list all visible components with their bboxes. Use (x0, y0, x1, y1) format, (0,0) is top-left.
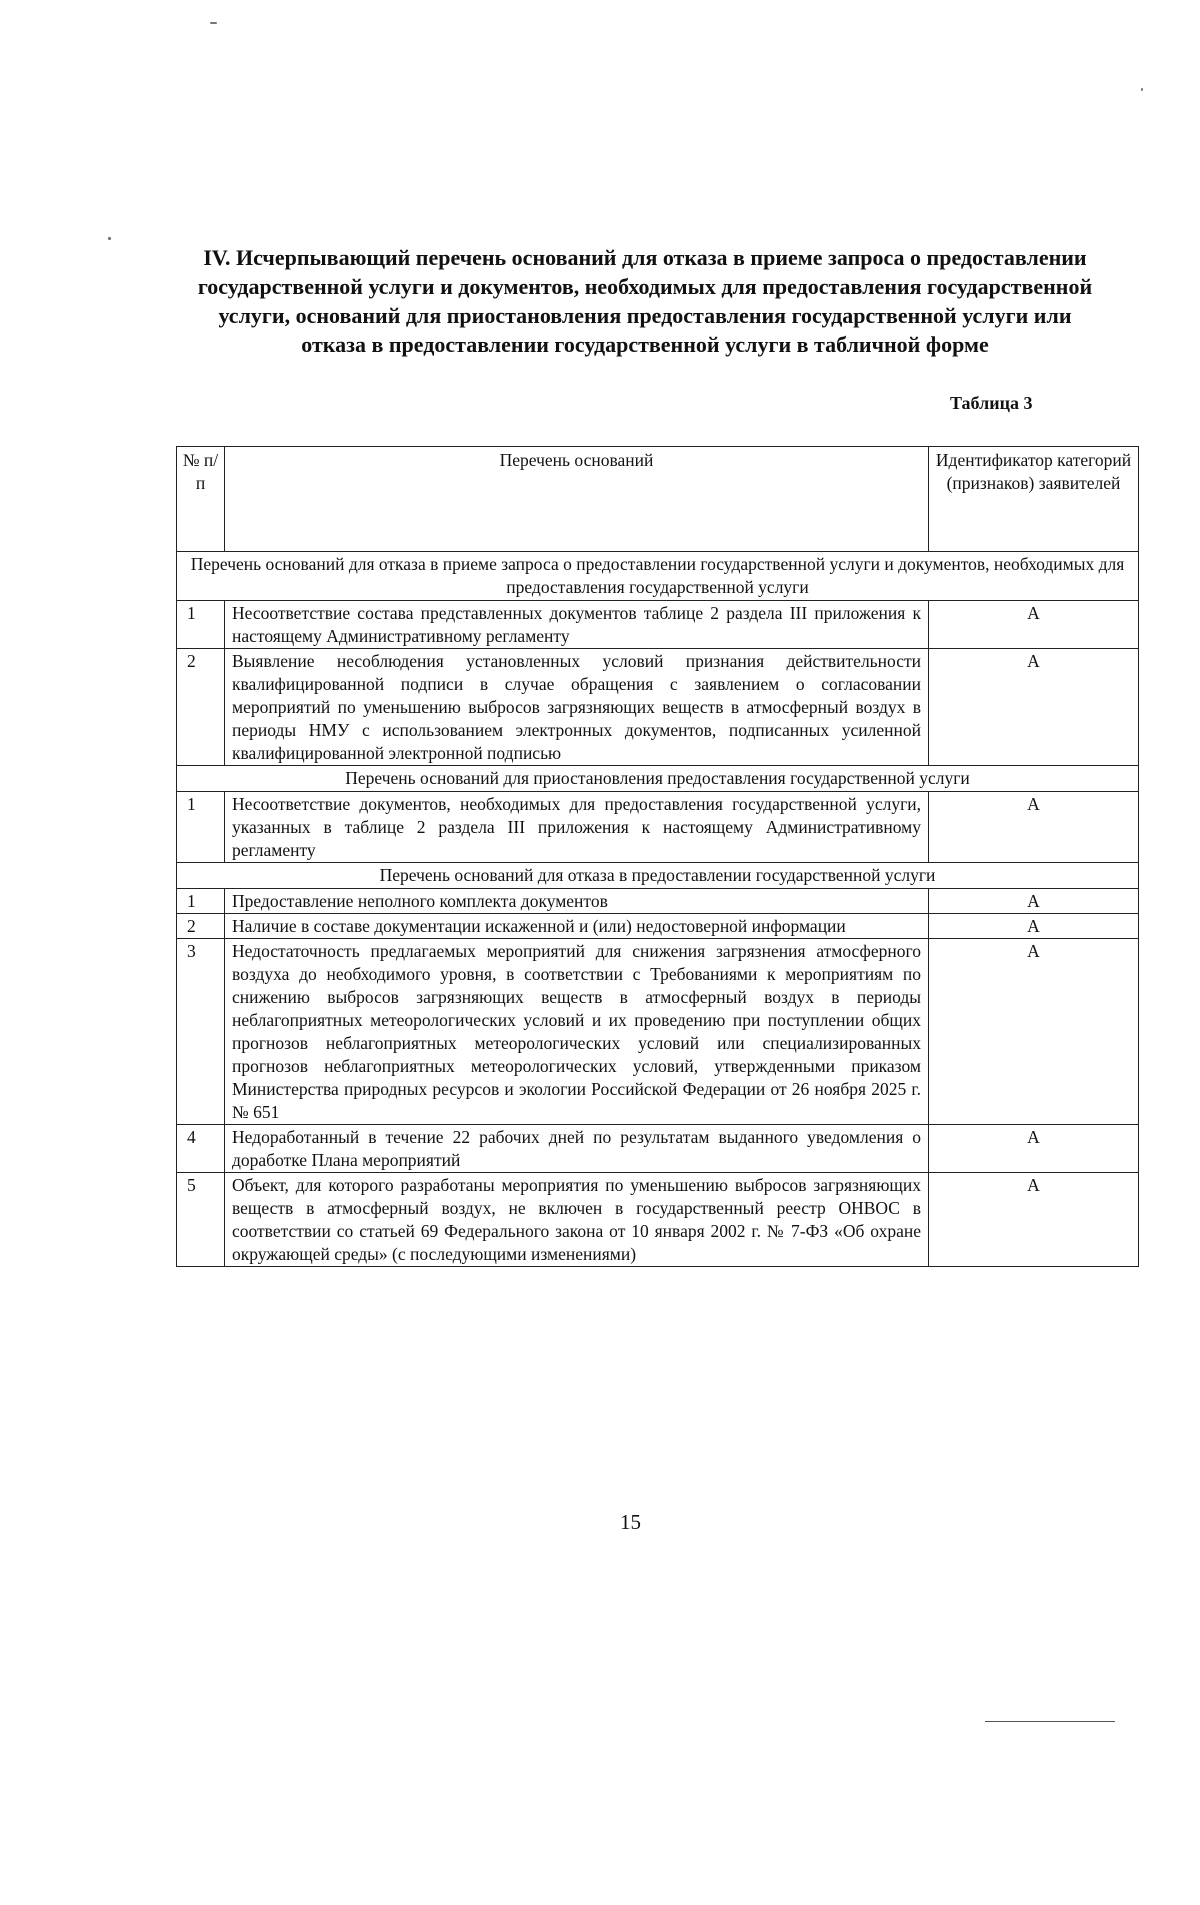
grounds-table (176, 446, 1139, 1267)
row-number: 5 (177, 1173, 225, 1267)
row-identifier: А (929, 1173, 1139, 1267)
row-text: Несоответствие состава представленных документов таблице 2 раздела III приложения к настоящему Административному регламенту (225, 601, 929, 649)
row-text: Наличие в составе документации искаженной и (или) недостоверной информации (225, 914, 929, 939)
table-body (177, 552, 1139, 1267)
row-number: 3 (177, 939, 225, 1125)
table-row (177, 1173, 1139, 1267)
section-title: Перечень оснований для отказа в предоставлении государственной услуги (177, 863, 1139, 889)
table-header-row (177, 447, 1139, 552)
row-identifier: А (929, 939, 1139, 1125)
row-text: Недостаточность предлагаемых мероприятий для снижения загрязнения атмосферного воздуха до необходимого уровня, в соответствии с Требованиями к мероприятиям по снижению выбросов загрязняющих веществ в атмосферный воздух в периоды неблагоприятных метеорологических условий и их проведению при поступлении общих прогнозов неблагоприятных метеорологических условий или специализированных прогнозов неблагоприятных метеорологических условий, утвержденными приказом Министерства природных ресурсов и экологии Российской Федерации от 26 ноября 2025 г. № 651 (225, 939, 929, 1125)
table-row (177, 889, 1139, 914)
table-row (177, 1125, 1139, 1173)
row-number: 4 (177, 1125, 225, 1173)
section-row (177, 863, 1139, 889)
row-identifier: А (929, 792, 1139, 863)
row-text: Выявление несоблюдения установленных условий признания действительности квалифицированной подписи в случае обращения с заявлением о согласовании мероприятий по уменьшению выбросов загрязняющих веществ в атмосферный воздух в периоды НМУ с использованием электронных документов, подписанных усиленной квалифицированной электронной подписью (225, 649, 929, 766)
row-identifier: А (929, 889, 1139, 914)
table-row (177, 939, 1139, 1125)
column-header-num: № п/п (177, 447, 225, 552)
page-number: 15 (620, 1510, 641, 1534)
section-title: Перечень оснований для приостановления предоставления государственной услуги (177, 766, 1139, 792)
table-row (177, 792, 1139, 863)
row-number: 1 (177, 889, 225, 914)
column-header-identifier: Идентификатор категорий (признаков) заявителей (929, 447, 1139, 552)
scan-speck (210, 22, 217, 24)
row-text: Предоставление неполного комплекта документов (225, 889, 929, 914)
scan-speck (1141, 88, 1143, 91)
scan-speck (108, 237, 111, 240)
row-number: 2 (177, 914, 225, 939)
row-number: 2 (177, 649, 225, 766)
row-number: 1 (177, 601, 225, 649)
row-identifier: А (929, 1125, 1139, 1173)
section-row (177, 766, 1139, 792)
table-row (177, 914, 1139, 939)
section-heading: IV. Исчерпывающий перечень оснований для отказа в приеме запроса о предоставлении государственной услуги и документов, необходимых для предоставления государственной услуги, оснований для приостановления предоставления государственной услуги или отказа в предоставлении государственной услуги в табличной форме (197, 245, 1093, 357)
table-caption: Таблица 3 (950, 393, 1033, 413)
column-header-grounds: Перечень оснований (225, 447, 929, 552)
row-text: Объект, для которого разработаны мероприятия по уменьшению выбросов загрязняющих веществ в атмосферный воздух, не включен в государственный реестр ОНВОС в соответствии со статьей 69 Федерального закона от 10 января 2002 г. № 7-ФЗ «Об охране окружающей среды» (с последующими изменениями) (225, 1173, 929, 1267)
row-identifier: А (929, 914, 1139, 939)
row-text: Недоработанный в течение 22 рабочих дней по результатам выданного уведомления о доработке Плана мероприятий (225, 1125, 929, 1173)
footer-rule (985, 1721, 1115, 1722)
section-title: Перечень оснований для отказа в приеме запроса о предоставлении государственной услуги и документов, необходимых для предоставления государственной услуги (177, 552, 1139, 601)
row-identifier: А (929, 601, 1139, 649)
table-row (177, 601, 1139, 649)
section-row (177, 552, 1139, 601)
row-text: Несоответствие документов, необходимых для предоставления государственной услуги, указанных в таблице 2 раздела III приложения к настоящему Административному регламенту (225, 792, 929, 863)
table-row (177, 649, 1139, 766)
row-identifier: А (929, 649, 1139, 766)
row-number: 1 (177, 792, 225, 863)
